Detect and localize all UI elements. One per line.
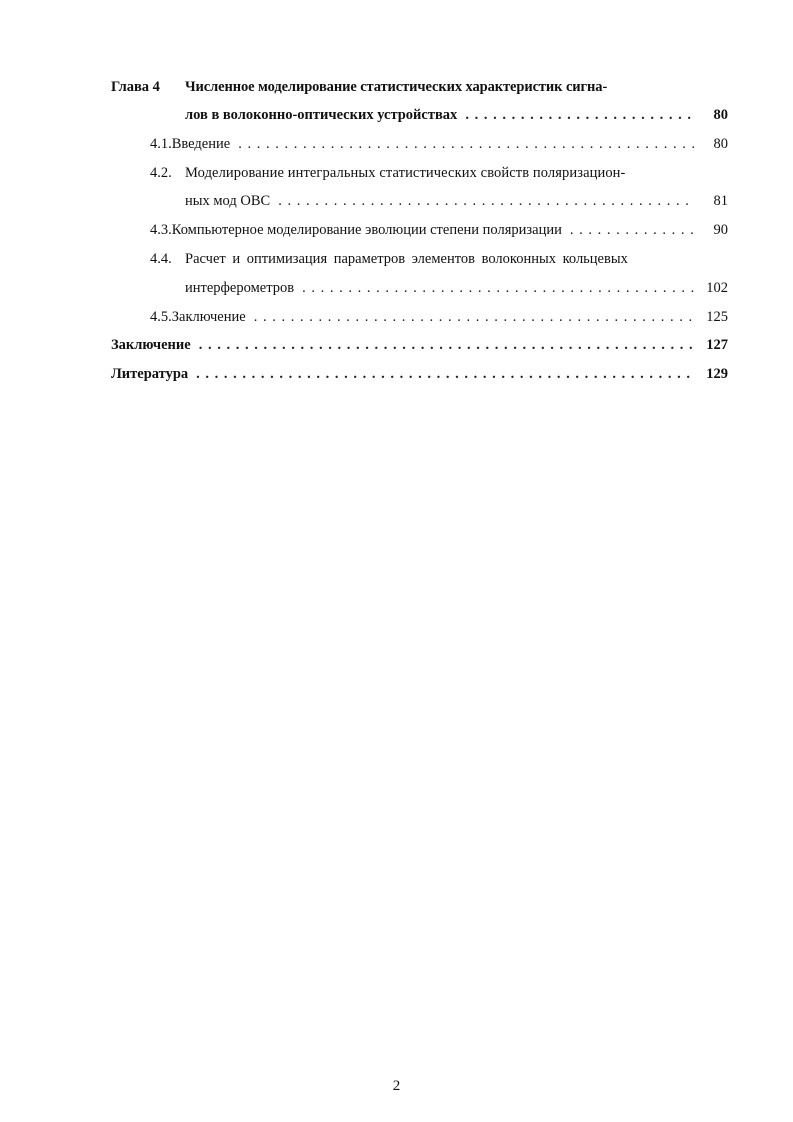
- chapter-title-line-1: Численное моделирование статистических характеристик сигна-: [185, 79, 608, 95]
- dot-leader: [196, 365, 694, 383]
- toc-section-4-3: [150, 217, 728, 239]
- section-title: Заключение: [171, 309, 246, 325]
- dot-leader: [278, 192, 694, 210]
- toc-section-4-1: [150, 131, 728, 153]
- toc-chapter-4-line-1: [111, 74, 728, 96]
- section-page: 90: [713, 222, 728, 238]
- chapter-title-line-2: лов в волоконно-оптических устройствах: [185, 107, 458, 123]
- section-page: 125: [706, 309, 728, 325]
- toc-section-4-5: [150, 304, 728, 326]
- section-number: 4.3.: [150, 222, 172, 238]
- dot-leader: [570, 221, 694, 239]
- dot-leader: [238, 135, 694, 153]
- dot-leader: [199, 336, 694, 354]
- page-number: 2: [392, 1078, 401, 1094]
- conclusion-page: 127: [706, 337, 728, 353]
- chapter-page: 80: [713, 107, 728, 123]
- section-title: Компьютерное моделирование эволюции степени поляризации: [171, 222, 562, 238]
- dot-leader: [302, 279, 694, 297]
- section-title-line-2: ных мод ОВС: [185, 193, 271, 209]
- section-title-line-1: Расчет и оптимизация параметров элементов волоконных кольцевых: [185, 251, 628, 267]
- toc-section-4-2-line-2: [185, 188, 728, 210]
- toc-references: [111, 361, 728, 383]
- section-number: 4.4.: [150, 251, 172, 267]
- section-title-line-2: интерферометров: [185, 280, 295, 296]
- chapter-label: Глава 4: [111, 79, 160, 95]
- dot-leader: [254, 308, 694, 326]
- conclusion-title: Заключение: [111, 337, 191, 353]
- section-number: 4.2.: [150, 165, 172, 181]
- section-number: 4.1.: [150, 136, 172, 152]
- dot-leader: [465, 106, 694, 124]
- toc-section-4-2-line-1: [150, 160, 728, 182]
- references-page: 129: [706, 366, 728, 382]
- section-number: 4.5.: [150, 309, 172, 325]
- toc-section-4-4-line-1: [150, 246, 728, 268]
- section-page: 80: [713, 136, 728, 152]
- toc-chapter-4-line-2: [185, 102, 728, 124]
- toc-conclusion: [111, 332, 728, 354]
- section-page: 102: [706, 280, 728, 296]
- toc-section-4-4-line-2: [185, 275, 728, 297]
- references-title: Литература: [111, 366, 189, 382]
- section-title: Введение: [171, 136, 231, 152]
- section-title-line-1: Моделирование интегральных статистических свойств поляризацион-: [185, 165, 626, 181]
- section-page: 81: [713, 193, 728, 209]
